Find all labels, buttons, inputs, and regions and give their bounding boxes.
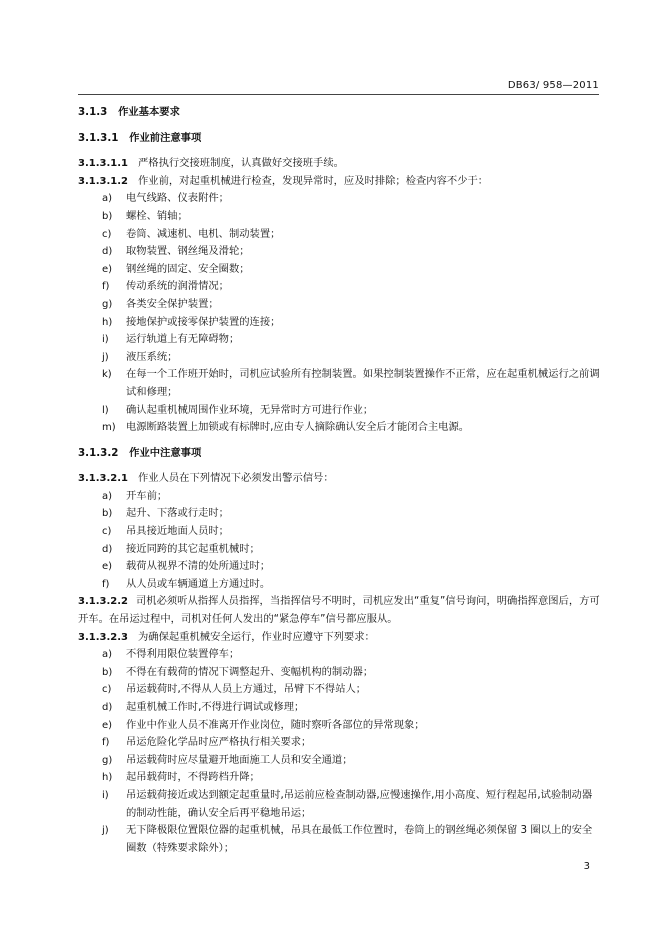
list-item	[78, 681, 602, 699]
list-item	[78, 488, 602, 506]
operation-requirements-list	[78, 646, 602, 857]
list-item	[78, 278, 602, 296]
inspection-list	[78, 190, 602, 436]
item-text: 起重机械工作时,不得进行调试或修理；	[126, 701, 305, 713]
clause-text: 作业前，对起重机械进行检查，发现异常时，应及时排除；检查内容不少于：	[138, 174, 489, 187]
item-text: 起升、下落或行走时；	[126, 507, 229, 520]
item-label: f)	[102, 737, 110, 749]
item-label: j)	[102, 351, 109, 363]
item-text: 在每一个工作班开始时，司机应试验所有控制装置。如果控制装置操作不正常，应在起重机械运行之前调试和修理；	[126, 368, 600, 398]
item-text: 电气线路、仪表附件；	[126, 192, 229, 205]
list-item	[78, 734, 602, 752]
item-text: 各类安全保护装置；	[126, 297, 219, 310]
item-text: 卷筒、减速机、电机、制动装置；	[126, 227, 281, 240]
item-label: b)	[102, 508, 113, 520]
item-text: 不得利用限位装置停车；	[126, 648, 240, 661]
list-item	[78, 402, 602, 420]
section-title: 作业中注意事项	[129, 446, 202, 459]
clause-number: 3.1.3.1.1	[78, 158, 128, 170]
item-text: 钢丝绳的固定、安全圈数；	[126, 262, 250, 275]
clause-number: 3.1.3.1.2	[78, 175, 128, 187]
item-label: g)	[102, 754, 113, 766]
item-text: 作业中作业人员不准离开作业岗位，随时察听各部位的异常现象；	[126, 718, 425, 731]
item-text: 从人员或车辆通道上方通过时。	[126, 577, 271, 590]
list-item	[78, 261, 602, 279]
item-label: d)	[102, 246, 113, 258]
item-label: h)	[102, 316, 113, 328]
list-item	[78, 505, 602, 523]
item-text: 载荷从视界不清的处所通过时；	[126, 560, 271, 573]
item-text: 起吊载荷时，不得跨档升降；	[126, 771, 260, 784]
list-item	[78, 190, 602, 208]
list-item	[78, 541, 602, 559]
document-code: DB63/ 958—2011	[507, 80, 599, 91]
section-title: 作业基本要求	[118, 106, 180, 118]
item-label: k)	[102, 369, 112, 381]
list-item	[78, 314, 602, 332]
item-label: j)	[102, 825, 109, 837]
clause-number: 3.1.3.2.2	[78, 596, 128, 608]
section-heading-3-1-3-2	[78, 445, 602, 463]
item-label: l)	[102, 404, 109, 416]
list-item	[78, 331, 602, 349]
item-text: 确认起重机械周围作业环境，无异常时方可进行作业；	[126, 403, 374, 416]
list-item	[78, 646, 602, 664]
clause-number: 3.1.3.2.1	[78, 473, 128, 485]
item-text: 运行轨道上有无障碍物；	[126, 333, 240, 346]
list-item	[78, 366, 602, 401]
item-text: 电源断路装置上加锁或有标牌时,应由专人摘除确认安全后才能闭合主电源。	[126, 421, 470, 434]
item-text: 吊运载荷时,不得从人员上方通过，吊臂下不得站人；	[126, 683, 367, 696]
list-item	[78, 717, 602, 735]
list-item	[78, 769, 602, 787]
list-item	[78, 787, 602, 822]
item-label: h)	[102, 772, 113, 784]
list-item	[78, 208, 602, 226]
list-item	[78, 349, 602, 367]
list-item	[78, 523, 602, 541]
list-item	[78, 822, 602, 857]
clause-text: 司机必须听从指挥人员指挥，当指挥信号不明时，司机应发出“重复”信号询问，明确指挥意图后，方可开车。在吊运过程中，司机对任何人发出的“紧急停车”信号都应服从。	[78, 595, 600, 626]
clause-text: 为确保起重机械安全运行，作业时应遵守下列要求：	[138, 630, 375, 643]
item-label: d)	[102, 543, 113, 555]
item-label: b)	[102, 666, 113, 678]
list-item	[78, 296, 602, 314]
item-label: c)	[102, 684, 112, 696]
item-label: c)	[102, 228, 112, 240]
list-item	[78, 558, 602, 576]
clause-3-1-3-2-1	[78, 470, 602, 488]
clause-3-1-3-1-2	[78, 173, 602, 191]
clause-3-1-3-1-1	[78, 155, 602, 173]
clause-text: 作业人员在下列情况下必须发出警示信号：	[138, 472, 334, 485]
item-label: f)	[102, 578, 110, 590]
item-text: 液压系统；	[126, 350, 178, 363]
item-text: 吊运载荷接近或达到额定起重量时,吊运前应检查制动器,应慢速操作,用小高度、短行程起吊,试验制动器的制动性能，确认安全后再平稳地吊运；	[126, 788, 593, 819]
section-heading-3-1-3-1	[78, 130, 602, 148]
item-label: e)	[102, 719, 113, 731]
item-label: a)	[102, 649, 113, 661]
list-item	[78, 664, 602, 682]
item-label: e)	[102, 561, 113, 573]
item-text: 吊运危险化学品时应严格执行相关要求；	[126, 736, 312, 749]
item-text: 取物装置、钢丝绳及滑轮；	[126, 245, 250, 258]
section-heading-3-1-3	[78, 104, 602, 122]
clause-number: 3.1.3.2.3	[78, 631, 128, 643]
item-label: i)	[102, 334, 109, 346]
item-label: a)	[102, 193, 113, 205]
item-label: m)	[102, 422, 116, 434]
clause-3-1-3-2-3	[78, 629, 602, 647]
list-item	[78, 243, 602, 261]
list-item	[78, 576, 602, 594]
section-title: 作业前注意事项	[129, 131, 202, 144]
document-body	[78, 104, 602, 857]
list-item	[78, 752, 602, 770]
warning-signal-list	[78, 488, 602, 594]
item-text: 吊运载荷时应尽量避开地面施工人员和安全通道；	[126, 753, 353, 766]
clause-text: 严格执行交接班制度，认真做好交接班手续。	[138, 157, 344, 170]
section-number: 3.1.3	[78, 106, 108, 118]
item-text: 接地保护或接零保护装置的连接；	[126, 315, 281, 328]
clause-3-1-3-2-2	[78, 593, 602, 628]
item-text: 不得在有载荷的情况下调整起升、变幅机构的制动器；	[126, 665, 374, 678]
section-number: 3.1.3.2	[78, 446, 119, 459]
item-text: 传动系统的润滑情况；	[126, 280, 229, 293]
item-label: b)	[102, 210, 113, 222]
item-text: 螺栓、销轴；	[126, 209, 188, 222]
item-label: f)	[102, 281, 110, 293]
list-item	[78, 226, 602, 244]
item-label: d)	[102, 702, 113, 713]
item-label: c)	[102, 526, 112, 538]
item-label: g)	[102, 298, 113, 310]
item-label: i)	[102, 789, 109, 801]
header-rule	[78, 94, 599, 95]
item-text: 开车前；	[126, 489, 168, 502]
item-text: 无下降极限位置限位器的起重机械，吊具在最低工作位置时，卷筒上的钢丝绳必须保留 3 圈以上的安全圈数（特殊要求除外）；	[126, 824, 593, 854]
item-text: 接近同跨的其它起重机械时；	[126, 542, 260, 555]
section-number: 3.1.3.1	[78, 131, 119, 144]
list-item	[78, 419, 602, 437]
item-text: 吊具接近地面人员时；	[126, 525, 229, 538]
page-number: 3	[583, 861, 590, 872]
list-item	[78, 699, 602, 717]
item-label: e)	[102, 263, 113, 275]
item-label: a)	[102, 490, 113, 502]
